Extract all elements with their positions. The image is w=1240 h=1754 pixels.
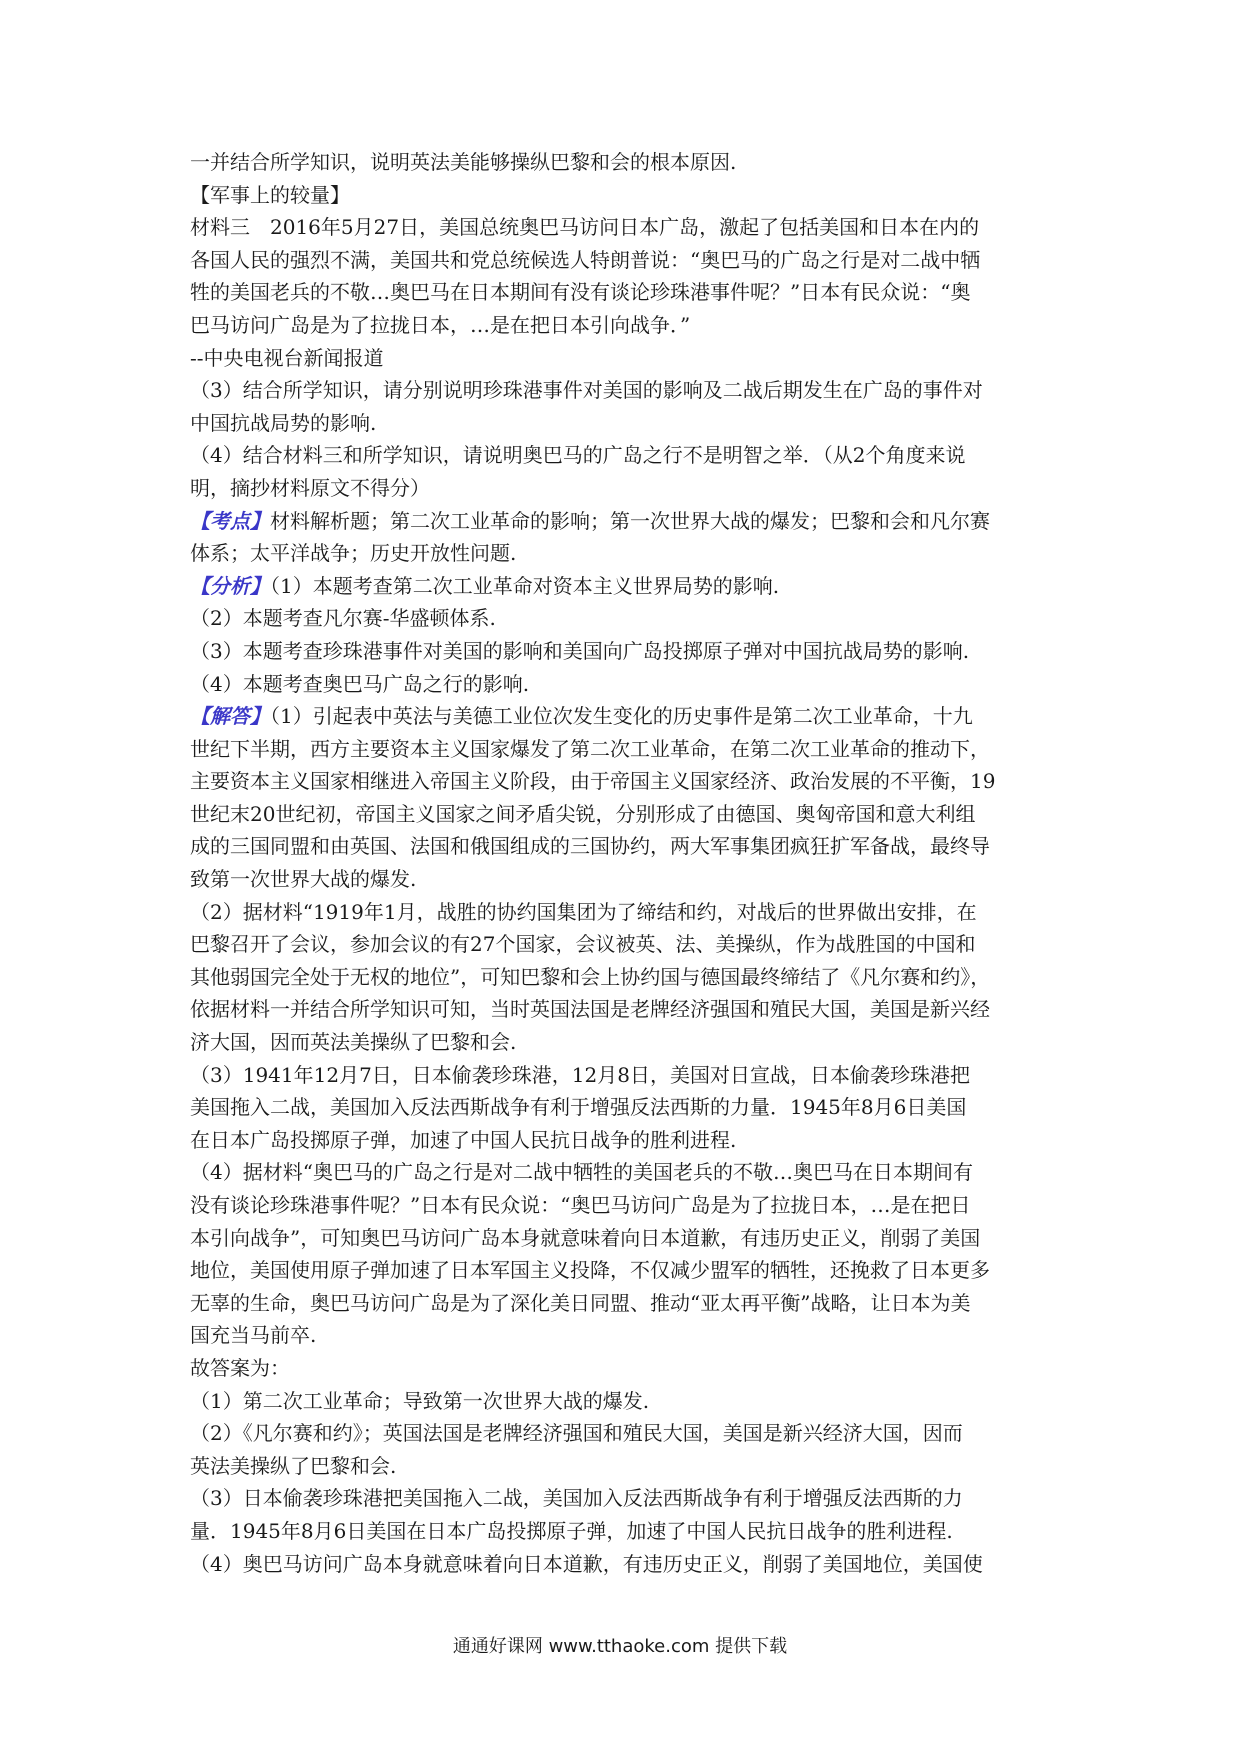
text-line (190, 179, 1062, 212)
text-line (190, 1222, 1062, 1255)
line-text: 材料解析题；第二次工业革命的影响；第一次世界大战的爆发；巴黎和会和凡尔赛 (270, 508, 990, 533)
line-text: 【军事上的较量】 (190, 182, 350, 207)
line-text: 本引向战争”，可知奥巴马访问广岛本身就意味着向日本道歉，有违历史正义，削弱了美国 (190, 1225, 981, 1250)
line-text: （1）引起表中英法与美德工业位次发生变化的历史事件是第二次工业革命，十九 (270, 704, 973, 729)
text-line (190, 407, 1062, 440)
line-text: 明，摘抄材料原文不得分） (190, 475, 430, 500)
line-text: 济大国，因而英法美操纵了巴黎和会. (190, 1030, 517, 1055)
text-line (190, 765, 1062, 798)
line-text: 地位，美国使用原子弹加速了日本军国主义投降，不仅减少盟军的牺牲，还挽救了日本更多 (190, 1258, 990, 1283)
text-line (190, 668, 1062, 701)
section-tag: 【解答】 (190, 704, 270, 729)
line-text: 致第一次世界大战的爆发. (190, 867, 417, 892)
line-text: （4）本题考查奥巴马广岛之行的影响. (190, 671, 530, 696)
line-text: 无辜的生命，奥巴马访问广岛是为了深化美日同盟、推动“亚太再平衡”战略，让日本为美 (190, 1290, 971, 1315)
text-line (190, 211, 1062, 244)
text-line (190, 1156, 1062, 1189)
text-line (190, 472, 1062, 505)
line-text: 巴黎召开了会议，参加会议的有27个国家，会议被英、法、美操纵，作为战胜国的中国和 (190, 932, 976, 957)
line-text: 没有谈论珍珠港事件呢？”日本有民众说：“奥巴马访问广岛是为了拉拢日本，…是在把日 (190, 1193, 971, 1217)
text-line (190, 537, 1062, 570)
line-text: （3）本题考查珍珠港事件对美国的影响和美国向广岛投掷原子弹对中国抗战局势的影响. (190, 638, 970, 663)
text-line (190, 896, 1062, 929)
text-line (190, 342, 1062, 375)
text-line (190, 1124, 1062, 1157)
text-line (190, 570, 1062, 603)
line-text: （2）据材料“1919年1月，战胜的协约国集团为了缔结和约，对战后的世界做出安排，在 (190, 899, 977, 924)
line-text: （1）第二次工业革命；导致第一次世界大战的爆发. (190, 1388, 650, 1413)
document-body (190, 146, 1062, 1580)
line-text: 牲的美国老兵的不敬…奥巴马在日本期间有没有谈论珍珠港事件呢？”日本有民众说：“奥 (190, 280, 971, 305)
text-line (190, 1287, 1062, 1320)
text-line (190, 439, 1062, 472)
line-text: 量．1945年8月6日美国在日本广岛投掷原子弹，加速了中国人民抗日战争的胜利进程. (190, 1518, 953, 1543)
text-line (190, 1319, 1062, 1352)
text-line (190, 961, 1062, 994)
line-text: （3）结合所学知识，请分别说明珍珠港事件对美国的影响及二战后期发生在广岛的事件对 (190, 378, 983, 403)
line-text: 世纪末20世纪初，帝国主义国家之间矛盾尖锐，分别形成了由德国、奥匈帝国和意大利组 (190, 801, 976, 826)
text-line (190, 1254, 1062, 1287)
text-line (190, 146, 1062, 179)
line-text: 各国人民的强烈不满，美国共和党总统候选人特朗普说：“奥巴马的广岛之行是对二战中牺 (190, 247, 981, 272)
line-text: 英法美操纵了巴黎和会. (190, 1453, 397, 1478)
text-line (190, 505, 1062, 538)
text-line (190, 700, 1062, 733)
text-line (190, 635, 1062, 668)
text-line (190, 374, 1062, 407)
text-line (190, 993, 1062, 1026)
text-line (190, 1515, 1062, 1548)
text-line (190, 798, 1062, 831)
text-line (190, 1091, 1062, 1124)
page-footer: 通通好课网 www.tthaoke.com 提供下载 (452, 1636, 788, 1657)
text-line (190, 1417, 1062, 1450)
line-text: 其他弱国完全处于无权的地位”，可知巴黎和会上协约国与德国最终缔结了《凡尔赛和约》， (190, 964, 991, 989)
line-text: 在日本广岛投掷原子弹，加速了中国人民抗日战争的胜利进程. (190, 1127, 737, 1152)
line-text: 中国抗战局势的影响. (190, 410, 377, 435)
section-tag: 【分析】 (190, 573, 270, 598)
line-text: 成的三国同盟和由英国、法国和俄国组成的三国协约，两大军事集团疯狂扩军备战，最终导 (190, 834, 990, 859)
text-line (190, 276, 1062, 309)
text-line (190, 1385, 1062, 1418)
line-text: 主要资本主义国家相继进入帝国主义阶段，由于帝国主义国家经济、政治发展的不平衡，19 (190, 769, 996, 794)
text-line (190, 602, 1062, 635)
text-line (190, 733, 1062, 766)
text-line (190, 1548, 1062, 1581)
text-line (190, 244, 1062, 277)
line-text: （1）本题考查第二次工业革命对资本主义世界局势的影响. (270, 573, 780, 598)
text-line (190, 928, 1062, 961)
line-text: 材料三 2016年5月27日，美国总统奥巴马访问日本广岛，激起了包括美国和日本在内的 (190, 215, 980, 240)
text-line (190, 830, 1062, 863)
line-text: （2）《凡尔赛和约》；英国法国是老牌经济强国和殖民大国，美国是新兴经济大国，因而 (190, 1421, 963, 1446)
line-text: （3）1941年12月7日，日本偷袭珍珠港，12月8日，美国对日宣战，日本偷袭珍珠港把 (190, 1062, 970, 1087)
text-line (190, 1482, 1062, 1515)
line-text: 巴马访问广岛是为了拉拢日本，…是在把日本引向战争．” (190, 312, 691, 337)
line-text: （2）本题考查凡尔赛-华盛顿体系. (190, 606, 496, 631)
text-line (190, 1450, 1062, 1483)
line-text: 国充当马前卒. (190, 1323, 317, 1348)
line-text: 世纪下半期，西方主要资本主义国家爆发了第二次工业革命，在第二次工业革命的推动下， (190, 736, 990, 761)
line-text: 一并结合所学知识，说明英法美能够操纵巴黎和会的根本原因. (190, 150, 737, 174)
line-text: （3）日本偷袭珍珠港把美国拖入二战，美国加入反法西斯战争有利于增强反法西斯的力 (190, 1486, 963, 1511)
line-text: （4）据材料“奥巴马的广岛之行是对二战中牺牲的美国老兵的不敬…奥巴马在日本期间有 (190, 1160, 973, 1185)
line-text: --中央电视台新闻报道 (190, 345, 384, 370)
line-text: （4）奥巴马访问广岛本身就意味着向日本道歉，有违历史正义，削弱了美国地位，美国使 (190, 1551, 983, 1576)
section-tag: 【考点】 (190, 508, 270, 533)
text-line (190, 1026, 1062, 1059)
text-line (190, 1352, 1062, 1385)
line-text: 故答案为： (190, 1355, 290, 1380)
text-line (190, 863, 1062, 896)
line-text: （4）结合材料三和所学知识，请说明奥巴马的广岛之行不是明智之举．（从2个角度来说 (190, 443, 966, 468)
line-text: 体系；太平洋战争；历史开放性问题. (190, 541, 517, 566)
text-line (190, 309, 1062, 342)
text-line (190, 1189, 1062, 1222)
text-line (190, 1059, 1062, 1092)
line-text: 依据材料一并结合所学知识可知，当时英国法国是老牌经济强国和殖民大国，美国是新兴经 (190, 997, 990, 1022)
line-text: 美国拖入二战，美国加入反法西斯战争有利于增强反法西斯的力量．1945年8月6日美国 (190, 1095, 967, 1120)
